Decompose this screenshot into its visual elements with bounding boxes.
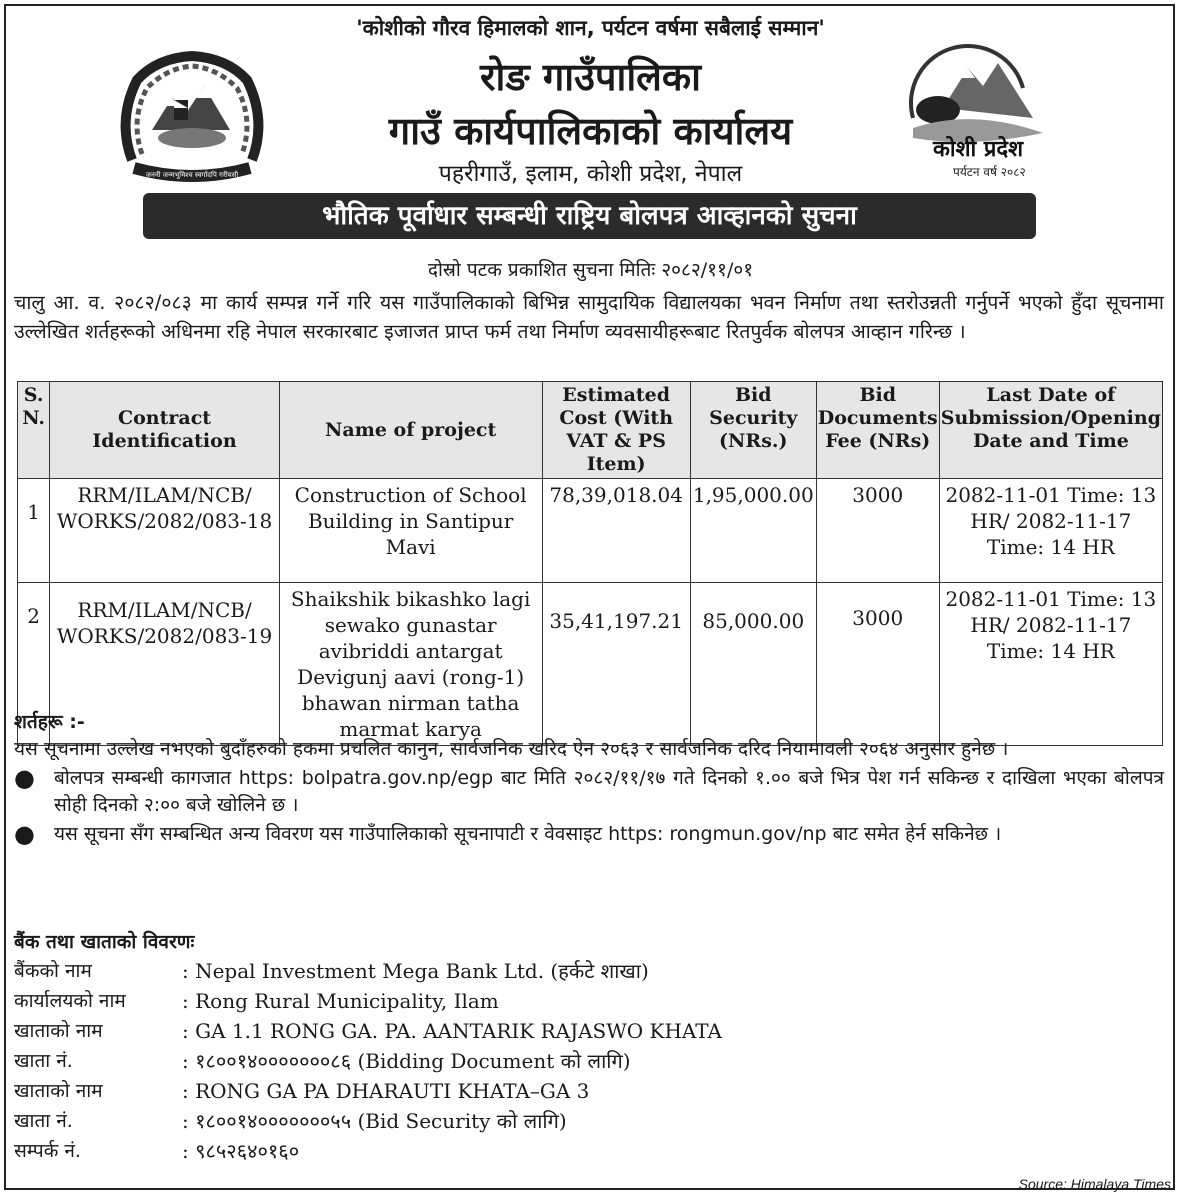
cell-fee: 3000 xyxy=(816,479,939,583)
table-row xyxy=(18,479,1163,583)
header-slogan: 'कोशीको गौरव हिमालको शान, पर्यटन वर्षमा सबैलाई सम्मान' xyxy=(356,16,825,40)
bank-row-value: : ९८५२६४०१६० xyxy=(182,1139,300,1163)
terms-heading: शर्तहरू :- xyxy=(14,711,85,733)
bank-row xyxy=(14,956,1164,986)
bank-row xyxy=(14,1016,1164,1046)
bank-row-label: बैंकको नाम xyxy=(14,960,92,982)
bank-row-value: : Rong Rural Municipality, Ilam xyxy=(182,989,499,1013)
list-item xyxy=(14,821,1164,848)
cell-fee: 3000 xyxy=(816,583,939,746)
col-header-date: Last Date of Submission/Opening Date and Time xyxy=(939,382,1162,479)
cell-project: Shaikshik bikashko lagi sewako gunastar avibriddi antargat Devigunj aavi (rong-1) bhawan nirman tatha marmat karya xyxy=(279,583,542,746)
intro-paragraph: चालु आ. व. २०८२/०८३ मा कार्य सम्पन्न गर्ने गरि यस गाउँपालिकाको बिभिन्न सामुदायिक विद्यालयका भवन निर्माण तथा स्तरोउन्नती गर्नुपर्ने भएको हुँदा सूचनामा उल्लेखित शर्तहरूको अधिनमा रहि नेपाल सरकारबाट इजाजत प्राप्त फर्म तथा निर्माण व्यवसायीहरूबाट रितपुर्वक बोलपत्र आव्हान गरिन्छ । xyxy=(14,291,1164,343)
table-header-row xyxy=(18,382,1163,479)
bank-row-value: : GA 1.1 RONG GA. PA. AANTARIK RAJASWO KHATA xyxy=(182,1019,722,1043)
bank-details-section xyxy=(14,928,1164,1166)
cell-contract: RRM/ILAM/NCB/ WORKS/2082/083-19 xyxy=(50,583,280,746)
bullet-icon: ● xyxy=(14,764,35,792)
office-address: पहरीगाउँ, इलाम, कोशी प्रदेश, नेपाल xyxy=(438,161,743,187)
bank-row-value: : RONG GA PA DHARAUTI KHATA–GA 3 xyxy=(182,1079,590,1103)
cell-cost: 35,41,197.21 xyxy=(542,583,690,746)
col-header-contract: Contract Identification xyxy=(50,382,280,479)
cell-security: 85,000.00 xyxy=(690,583,816,746)
notice-title-banner: भौतिक पूर्वाधार सम्बन्धी राष्ट्रिय बोलपत्र आव्हानको सुचना xyxy=(143,193,1036,239)
col-header-project: Name of project xyxy=(279,382,542,479)
bank-heading: बैंक तथा खाताको विवरणः xyxy=(14,931,195,953)
emblem-motto: जननी जन्मभूमिश्च स्वर्गादपि गरीयसी xyxy=(145,171,239,179)
cell-security: 1,95,000.00 xyxy=(690,479,816,583)
bank-row xyxy=(14,1046,1164,1076)
cell-sn: 1 xyxy=(18,479,50,583)
col-header-sn: S. N. xyxy=(18,382,50,479)
col-header-fee: Bid Documents Fee (NRs) xyxy=(816,382,939,479)
tender-table xyxy=(17,381,1163,746)
terms-paragraph: यस सूचनामा उल्लेख नभएको बुदाँहरुको हकमा प्रचलित कानुन, सार्वजनिक खरिद ऐन २०६३ र सार्वजनिक दरिद नियामावली २०६४ अनुसार हुनेछ । xyxy=(14,738,1009,760)
bank-row xyxy=(14,1076,1164,1106)
org-name: रोङ गाउँपालिका xyxy=(480,55,701,99)
office-name: गाउँ कार्यपालिकाको कार्यालय xyxy=(388,109,793,153)
bullet-icon: ● xyxy=(14,820,35,848)
bank-row-label: खाता नं. xyxy=(14,1110,73,1132)
bank-row-label: कार्यालयको नाम xyxy=(14,990,126,1012)
cell-date: 2082-11-01 Time: 13 HR/ 2082-11-17 Time: 14 HR xyxy=(939,479,1162,583)
bank-row xyxy=(14,1136,1164,1166)
terms-bullet-text: बोलपत्र सम्बन्धी कागजात https: bolpatra.gov.np/egp बाट मिति २०८२/११/१७ गते दिनको १.०० बजे भित्र पेश गर्न सकिन्छ र दाखिला भएका बोलपत्र सोही दिनको २:०० बजे खोलिने छ । xyxy=(54,767,1164,816)
cell-contract: RRM/ILAM/NCB/ WORKS/2082/083-18 xyxy=(50,479,280,583)
bank-row-value: : Nepal Investment Mega Bank Ltd. (हर्कटे शाखा) xyxy=(182,959,649,983)
logo-subtitle: पर्यटन वर्ष २०८२ xyxy=(953,165,1026,179)
bank-row-value: : १८००१४०००००००८६ (Bidding Document को लागि) xyxy=(182,1049,631,1073)
cell-project: Construction of School Building in Santipur Mavi xyxy=(279,479,542,583)
publication-date: दोस्रो पटक प्रकाशित सुचना मितिः २०८२/११/०१ xyxy=(427,259,754,281)
bank-row xyxy=(14,986,1164,1016)
col-header-security: Bid Security (NRs.) xyxy=(690,382,816,479)
col-header-cost: Estimated Cost (With VAT & PS Item) xyxy=(542,382,690,479)
cell-cost: 78,39,018.04 xyxy=(542,479,690,583)
logo-title: कोशी प्रदेश xyxy=(933,137,1024,162)
bank-row xyxy=(14,1106,1164,1136)
cell-date: 2082-11-01 Time: 13 HR/ 2082-11-17 Time: 14 HR xyxy=(939,583,1162,746)
bank-row-label: खाता नं. xyxy=(14,1050,73,1072)
source-credit: Source: Himalaya Times xyxy=(1018,1176,1171,1192)
bank-row-label: खाताको नाम xyxy=(14,1080,103,1102)
bank-row-label: सम्पर्क नं. xyxy=(14,1140,81,1162)
cell-sn: 2 xyxy=(18,583,50,746)
terms-section xyxy=(14,709,1164,848)
terms-bullet-text: यस सूचना सँग सम्बन्धित अन्य विवरण यस गाउँपालिकाको सूचनापाटी र वेवसाइट https: rongmun.gov/np बाट समेत हेर्न सकिनेछ । xyxy=(54,823,1002,845)
bank-row-value: : १८००१४०००००००५५ (Bid Security को लागि) xyxy=(182,1109,567,1133)
list-item xyxy=(14,765,1164,819)
bank-row-label: खाताको नाम xyxy=(14,1020,103,1042)
